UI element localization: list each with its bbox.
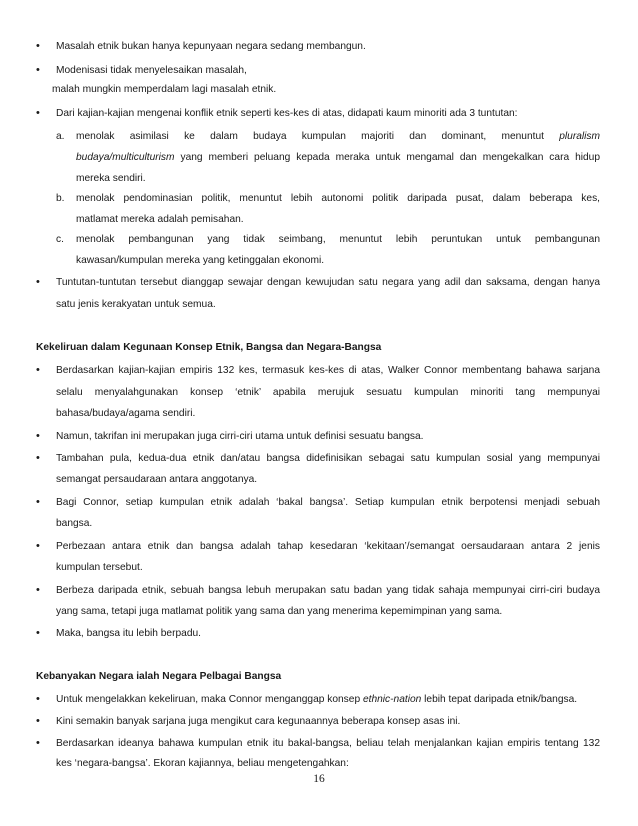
bullet: • [36,276,40,288]
bullet-text: Namun, takrifan ini merupakan juga cirri-ciri utama untuk definisi sesuatu bangsa. [56,431,424,442]
bullet-text: Bagi Connor, setiap kumpulan etnik adalah ‘bakal bangsa’. Setiap kumpulan etnik berpotensi menjadi sebuah [56,497,600,508]
bullet-text: Untuk mengelakkan kekeliruan, maka Connor menganggap konsep ethnic-nation lebih tepat daripada etnik/bangsa. [56,694,578,705]
bullet: • [36,496,40,508]
bullet-text: Berbeza daripada etnik, sebuah bangsa lebuh merupakan satu badan yang tidak sahaja mempunyai cirri-ciri budaya [56,585,600,596]
bullet-text: Perbezaan antara etnik dan bangsa adalah tahap kesedaran ‘kekitaan’/semangat oersaudaraan antara 2 jenis [56,541,600,552]
page-number: 16 [313,773,325,785]
section-heading: Kebanyakan Negara ialah Negara Pelbagai Bangsa [36,671,282,682]
bullet-text: Maka, bangsa itu lebih berpadu. [56,628,201,639]
bullet-text: Kini semakin banyak sarjana juga mengikut cara kegunaannya beberapa konsep asas ini. [56,716,461,727]
bullet: • [36,737,40,749]
bullet: • [36,584,40,596]
bullet: • [36,364,40,376]
bullet-text: Dari kajian-kajian mengenai konflik etnik seperti kes-kes di atas, didapati kaum minoriti ada 3 tuntutan: [56,108,518,119]
bullet: • [36,627,40,639]
bullet: • [36,452,40,464]
bullet-text: Berdasarkan kajian-kajian empiris 132 kes, termasuk kes-kes di atas, Walker Connor membentang bahawa sarjana [56,365,600,376]
bullet-text: selalu menyalahgunakan konsep ‘etnik’ apabila merujuk sesuatu kumpulan minoriti tang mempunyai [56,387,600,398]
bullet-text: Masalah etnik bukan hanya kepunyaan negara sedang membangun. [56,41,366,52]
bullet: • [36,107,40,119]
list-item-text: kawasan/kumpulan mereka yang ketinggalan ekonomi. [76,255,325,266]
bullet: • [36,693,40,705]
bullet-text: Modenisasi tidak menyelesaikan masalah, [56,65,247,76]
section-heading: Kekeliruan dalam Kegunaan Konsep Etnik, Bangsa dan Negara-Bangsa [36,342,382,353]
bullet: • [36,64,40,76]
list-item-text: menolak asimilasi ke dalam budaya kumpulan majoriti dan dominant, menuntut pluralism [76,131,600,142]
bullet: • [36,40,40,52]
bullet: • [36,540,40,552]
list-item-text: menolak pendominasian politik, menuntut lebih autonomi politik daripada pusat, dalam beberapa kes, [76,193,600,204]
bullet-text-continuation: malah mungkin memperdalam lagi masalah etnik. [52,84,277,95]
bullet-text: Berdasarkan ideanya bahawa kumpulan etnik itu bakal-bangsa, beliau telah menjalankan kajian empiris tentang 132 [56,738,600,749]
list-item-text: mereka sendiri. [76,173,146,184]
bullet-text: bahasa/budaya/agama sendiri. [56,408,196,419]
bullet-text: kes ‘negara-bangsa’. Ekoran kajiannya, beliau mengetengahkan: [56,758,349,769]
bullet-text: Tuntutan-tuntutan tersebut dianggap sewajar dengan kewujudan satu negara yang adil dan saksama, dengan hanya [56,277,600,288]
bullet: • [36,715,40,727]
bullet: • [36,430,40,442]
bullet-text: satu jenis kerakyatan untuk semua. [56,299,216,310]
list-marker: a. [56,131,65,142]
bullet-text: bangsa. [56,518,93,529]
list-item-text: matlamat mereka adalah pemisahan. [76,214,244,225]
list-marker: c. [56,234,64,245]
bullet-text: yang sama, tetapi juga matlamat politik yang sama dan yang menerima kepemimpinan yang sama. [56,606,503,617]
bullet-text: kumpulan tersebut. [56,562,143,573]
bullet-text: Tambahan pula, kedua-dua etnik dan/atau bangsa didefinisikan sebagai satu kumpulan sosial yang mempunyai [56,453,600,464]
list-marker: b. [56,193,65,204]
bullet-text: semangat persaudaraan antara anggotanya. [56,474,258,485]
list-item-text: budaya/multiculturism yang memberi peluang kepada meraka untuk mengamal dan mengekalkan cara hidup [76,152,600,163]
list-item-text: menolak pembangunan yang tidak seimbang, menuntut lebih peruntukan untuk pembangunan [76,234,600,245]
